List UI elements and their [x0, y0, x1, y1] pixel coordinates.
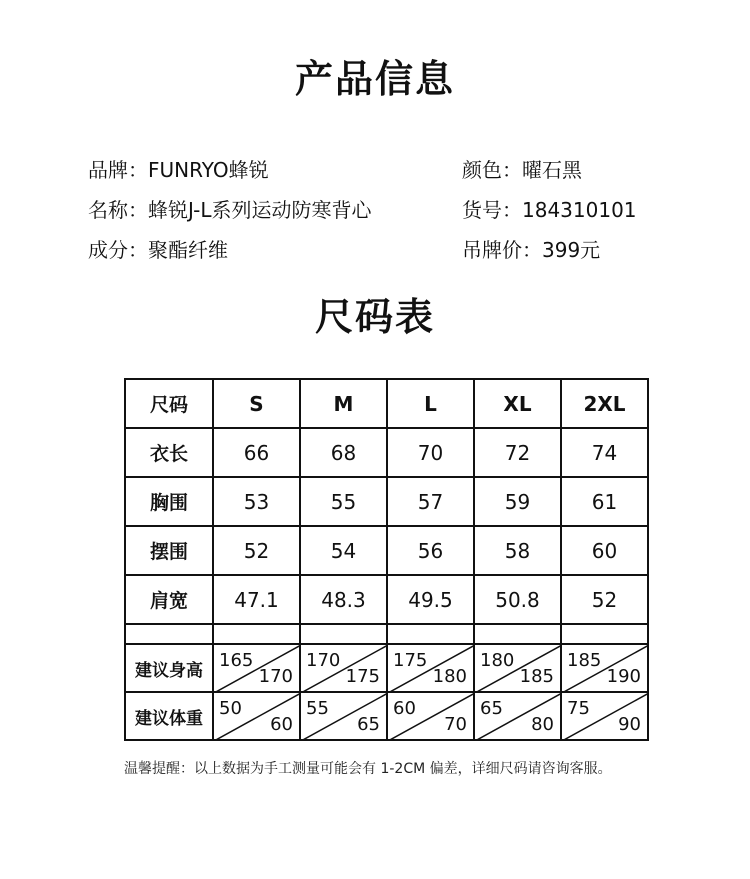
range-from: 55 — [306, 698, 329, 719]
row-label: 肩宽 — [125, 575, 213, 624]
range-to: 185 — [519, 666, 554, 687]
range-cell — [474, 692, 561, 740]
material-label: 成分： — [88, 238, 148, 262]
table-cell: 57 — [387, 477, 474, 526]
range-cell — [561, 692, 648, 740]
table-cell: 68 — [300, 428, 387, 477]
empty-cell — [561, 624, 648, 644]
table-cell: 74 — [561, 428, 648, 477]
empty-cell — [474, 624, 561, 644]
range-to: 170 — [258, 666, 293, 687]
table-row-weight — [125, 692, 648, 740]
range-to: 190 — [606, 666, 641, 687]
row-label: 建议身高 — [125, 644, 213, 692]
range-from: 170 — [306, 650, 341, 671]
table-cell: 52 — [213, 526, 300, 575]
range-cell — [387, 644, 474, 692]
range-to: 175 — [345, 666, 380, 687]
row-label: 衣长 — [125, 428, 213, 477]
range-from: 165 — [219, 650, 254, 671]
header-cell: XL — [474, 379, 561, 428]
product-info-title: 产品信息 — [294, 57, 455, 101]
range-from: 50 — [219, 698, 242, 719]
range-from: 185 — [567, 650, 602, 671]
name-value: 蜂锐J-L系列运动防寒背心 — [148, 198, 372, 222]
brand-label: 品牌： — [88, 158, 148, 182]
table-cell: 58 — [474, 526, 561, 575]
table-row-length — [125, 428, 648, 477]
price-label: 吊牌价： — [462, 238, 542, 262]
name-label: 名称： — [88, 198, 148, 222]
range-from: 65 — [480, 698, 503, 719]
table-row-shoulder — [125, 575, 648, 624]
header-cell: L — [387, 379, 474, 428]
table-header-row — [125, 379, 648, 428]
range-from: 75 — [567, 698, 590, 719]
range-to: 65 — [357, 714, 380, 735]
table-cell: 72 — [474, 428, 561, 477]
empty-cell — [387, 624, 474, 644]
table-cell: 60 — [561, 526, 648, 575]
name-row — [88, 194, 372, 223]
range-from: 175 — [393, 650, 428, 671]
range-to: 70 — [444, 714, 467, 735]
empty-cell — [213, 624, 300, 644]
table-row-hem — [125, 526, 648, 575]
sku-label: 货号： — [462, 198, 522, 222]
price-value: 399元 — [542, 238, 601, 262]
row-label: 建议体重 — [125, 692, 213, 740]
table-cell: 49.5 — [387, 575, 474, 624]
header-cell: S — [213, 379, 300, 428]
table-cell: 66 — [213, 428, 300, 477]
range-cell — [213, 644, 300, 692]
range-to: 180 — [432, 666, 467, 687]
row-label: 胸围 — [125, 477, 213, 526]
color-label: 颜色： — [462, 158, 522, 182]
header-cell-size: 尺码 — [125, 379, 213, 428]
header-cell: 2XL — [561, 379, 648, 428]
table-cell: 50.8 — [474, 575, 561, 624]
price-row — [462, 234, 600, 263]
brand-row — [88, 154, 269, 183]
table-spacer-row — [125, 624, 648, 644]
table-cell: 59 — [474, 477, 561, 526]
material-value: 聚酯纤维 — [148, 238, 228, 262]
range-cell — [213, 692, 300, 740]
range-to: 60 — [270, 714, 293, 735]
table-cell: 48.3 — [300, 575, 387, 624]
range-cell — [561, 644, 648, 692]
size-table — [124, 378, 649, 741]
color-value: 曜石黑 — [522, 158, 582, 182]
table-cell: 47.1 — [213, 575, 300, 624]
header-cell: M — [300, 379, 387, 428]
empty-cell — [125, 624, 213, 644]
table-cell: 52 — [561, 575, 648, 624]
range-to: 80 — [531, 714, 554, 735]
table-cell: 70 — [387, 428, 474, 477]
table-cell: 54 — [300, 526, 387, 575]
sku-value: 184310101 — [522, 198, 637, 222]
table-cell: 55 — [300, 477, 387, 526]
range-cell — [300, 692, 387, 740]
table-cell: 56 — [387, 526, 474, 575]
range-to: 90 — [618, 714, 641, 735]
brand-value: FUNRYO蜂锐 — [148, 158, 269, 182]
empty-cell — [300, 624, 387, 644]
range-cell — [387, 692, 474, 740]
measurement-tip: 温馨提醒：以上数据为手工测量可能会有 1-2CM 偏差，详细尺码请咨询客服。 — [124, 761, 612, 777]
range-from: 60 — [393, 698, 416, 719]
table-row-height — [125, 644, 648, 692]
range-cell — [474, 644, 561, 692]
color-row — [462, 154, 582, 183]
row-label: 摆围 — [125, 526, 213, 575]
table-cell: 53 — [213, 477, 300, 526]
table-cell: 61 — [561, 477, 648, 526]
sku-row — [462, 194, 637, 223]
range-from: 180 — [480, 650, 515, 671]
range-cell — [300, 644, 387, 692]
table-row-chest — [125, 477, 648, 526]
size-chart-title: 尺码表 — [314, 295, 435, 339]
material-row — [88, 234, 228, 263]
